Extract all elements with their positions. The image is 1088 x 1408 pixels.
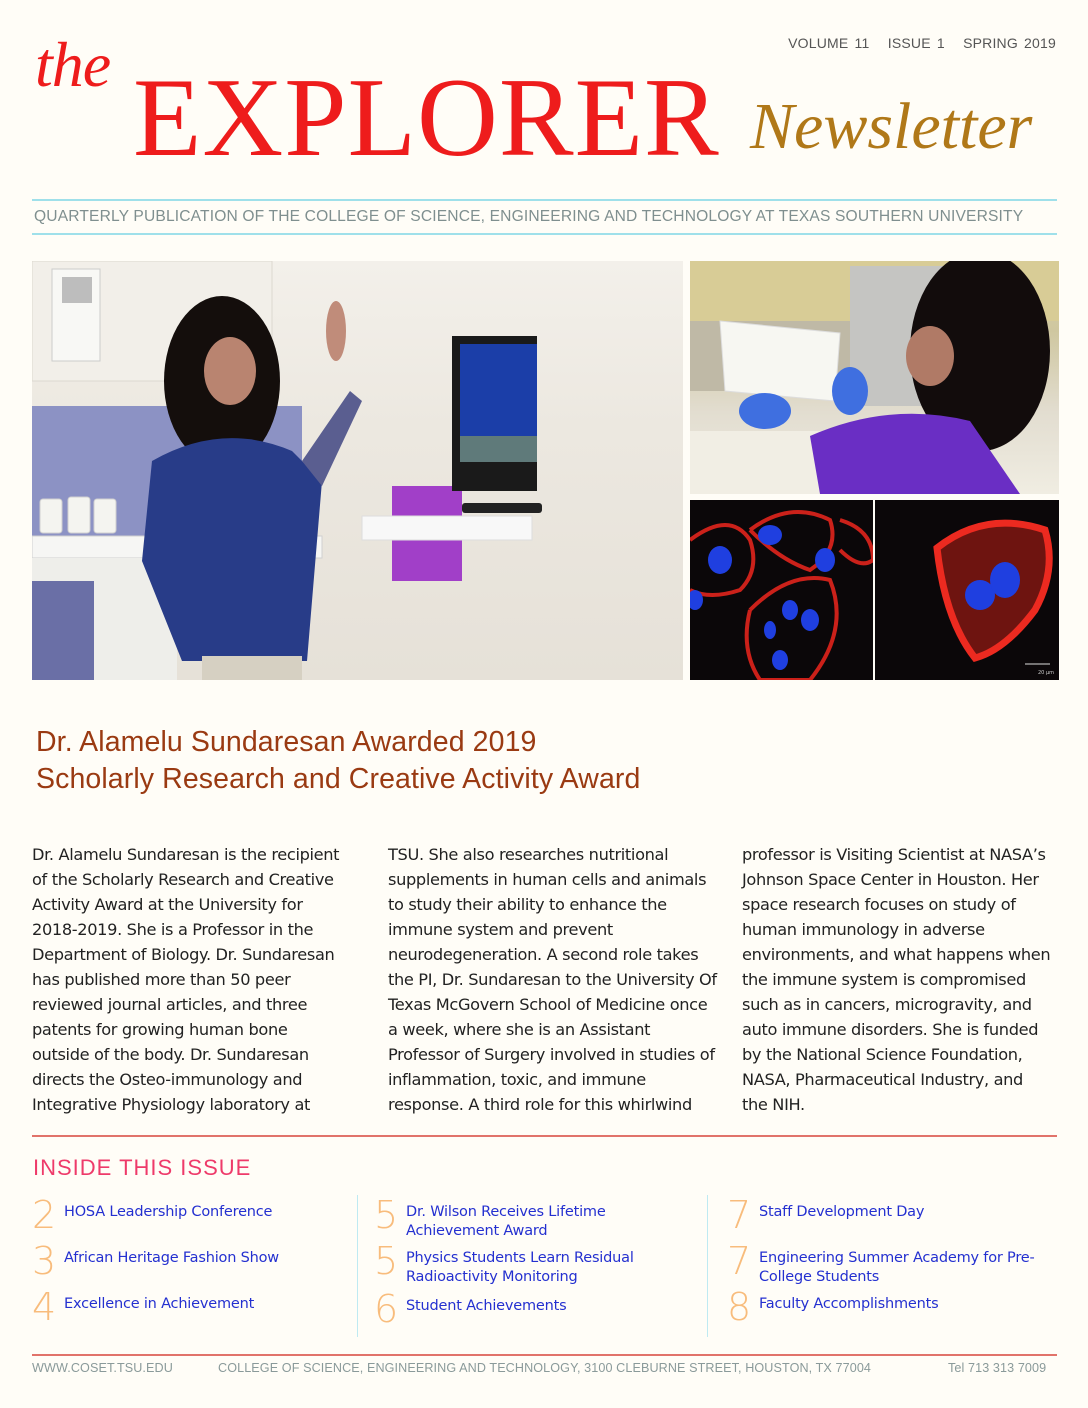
body-line: Dr. Alamelu Sundaresan is the recipient — [32, 845, 340, 864]
toc-page-number: 5 — [374, 1193, 399, 1237]
body-line: to study their ability to enhance the — [388, 895, 667, 914]
title-explorer: EXPLORER — [133, 56, 720, 180]
body-line: patents for growing human bone — [32, 1020, 288, 1039]
toc-page-number: 5 — [374, 1239, 399, 1283]
toc-column-divider — [707, 1195, 708, 1337]
body-line: Johnson Space Center in Houston. Her — [742, 870, 1039, 889]
body-line: human immunology in adverse — [742, 920, 985, 939]
body-line: Activity Award at the University for — [32, 895, 303, 914]
footer-rule — [32, 1354, 1057, 1356]
masthead-rule-top — [32, 199, 1057, 201]
body-line: immune system and prevent — [388, 920, 613, 939]
body-line: of the Scholarly Research and Creative — [32, 870, 334, 889]
body-line: the NIH. — [742, 1095, 805, 1114]
body-line: directs the Osteo-immunology and — [32, 1070, 303, 1089]
toc-link[interactable]: African Heritage Fashion Show — [64, 1250, 279, 1266]
footer-website-link[interactable]: WWW.COSET.TSU.EDU — [32, 1361, 173, 1375]
masthead-rule-bottom — [32, 233, 1057, 235]
article-column-2 — [388, 842, 733, 1117]
article-column-1 — [32, 842, 362, 1117]
toc-page-number: 2 — [32, 1193, 57, 1237]
inside-this-issue-title: INSIDE THIS ISSUE — [33, 1155, 252, 1180]
body-line: Texas McGovern School of Medicine once — [388, 995, 708, 1014]
photo-cells-left — [690, 500, 873, 680]
article-headline — [36, 724, 640, 798]
title-newsletter: Newsletter — [750, 90, 1033, 163]
toc-page-number: 6 — [374, 1287, 399, 1331]
body-line: 2018-2019. She is a Professor in the — [32, 920, 314, 939]
body-line: outside of the body. Dr. Sundaresan — [32, 1045, 309, 1064]
toc-link[interactable]: HOSA Leadership Conference — [64, 1204, 273, 1220]
section-divider — [32, 1135, 1057, 1137]
body-line: such as in cancers, microgravity, and — [742, 995, 1032, 1014]
toc-link[interactable]: Staff Development Day — [759, 1204, 925, 1220]
issue-info: VOLUME 11 ISSUE 1 SPRING 2019 — [788, 35, 1056, 51]
cells-left-illustration — [690, 500, 873, 680]
toc-page-number: 7 — [727, 1239, 752, 1283]
footer-phone: Tel 713 313 7009 — [948, 1361, 1047, 1375]
toc-page-number: 4 — [32, 1285, 57, 1329]
body-line: environments, and what happens when — [742, 945, 1051, 964]
body-line: Department of Biology. Dr. Sundaresan — [32, 945, 335, 964]
headline-line-1: Dr. Alamelu Sundaresan Awarded 2019 — [36, 726, 537, 758]
body-line: supplements in human cells and animals — [388, 870, 707, 889]
scale-bar-label: 20 µm — [1038, 670, 1055, 676]
body-line: NASA, Pharmaceutical Industry, and — [742, 1070, 1023, 1089]
toc-page-number: 7 — [727, 1193, 752, 1237]
photo-presentation — [32, 261, 683, 680]
article-column-3 — [742, 842, 1072, 1117]
photo-lab-illustration — [690, 261, 1059, 494]
toc-link[interactable]: Student Achievements — [406, 1298, 567, 1314]
footer-address: COLLEGE OF SCIENCE, ENGINEERING AND TECHNOLOGY, 3100 CLEBURNE STREET, HOUSTON, TX 77004 — [218, 1361, 872, 1375]
body-line: the PI, Dr. Sundaresan to the University Of — [388, 970, 717, 989]
toc-link[interactable]: Engineering Summer Academy for Pre-College Students — [759, 1250, 1035, 1285]
body-line: auto immune disorders. She is funded — [742, 1020, 1039, 1039]
toc-page-number: 8 — [727, 1285, 752, 1329]
body-line: by the National Science Foundation, — [742, 1045, 1023, 1064]
body-line: TSU. She also researches nutritional — [388, 845, 669, 864]
toc-link[interactable]: Excellence in Achievement — [64, 1296, 255, 1312]
body-line: neurodegeneration. A second role takes — [388, 945, 699, 964]
body-line: inflammation, toxic, and immune — [388, 1070, 646, 1089]
toc-link[interactable]: Physics Students Learn Residual Radioactivity Monitoring — [406, 1250, 634, 1285]
body-line: a week, where she is an Assistant — [388, 1020, 651, 1039]
title-the: the — [35, 29, 111, 100]
body-line: space research focuses on study of — [742, 895, 1016, 914]
photo-lab — [690, 261, 1059, 494]
body-line: has published more than 50 peer — [32, 970, 291, 989]
body-line: Integrative Physiology laboratory at — [32, 1095, 311, 1114]
body-line: Professor of Surgery involved in studies of — [388, 1045, 715, 1064]
headline-line-2: Scholarly Research and Creative Activity Award — [36, 763, 641, 795]
toc-link[interactable]: Dr. Wilson Receives Lifetime Achievement Award — [406, 1204, 606, 1239]
publication-subtitle: QUARTERLY PUBLICATION OF THE COLLEGE OF SCIENCE, ENGINEERING AND TECHNOLOGY AT TEXAS SOUTHERN UNIVERSITY — [34, 208, 1024, 225]
toc-link[interactable]: Faculty Accomplishments — [759, 1296, 939, 1312]
body-line: the immune system is compromised — [742, 970, 1026, 989]
body-line: professor is Visiting Scientist at NASA’s — [742, 845, 1046, 864]
toc-column-divider — [357, 1195, 358, 1337]
cells-right-illustration — [875, 500, 1059, 680]
photo-cells-right — [875, 500, 1059, 680]
toc-page-number: 3 — [32, 1239, 57, 1283]
body-line: reviewed journal articles, and three — [32, 995, 308, 1014]
body-line: response. A third role for this whirlwind — [388, 1095, 692, 1114]
photo-presentation-illustration — [32, 261, 683, 680]
